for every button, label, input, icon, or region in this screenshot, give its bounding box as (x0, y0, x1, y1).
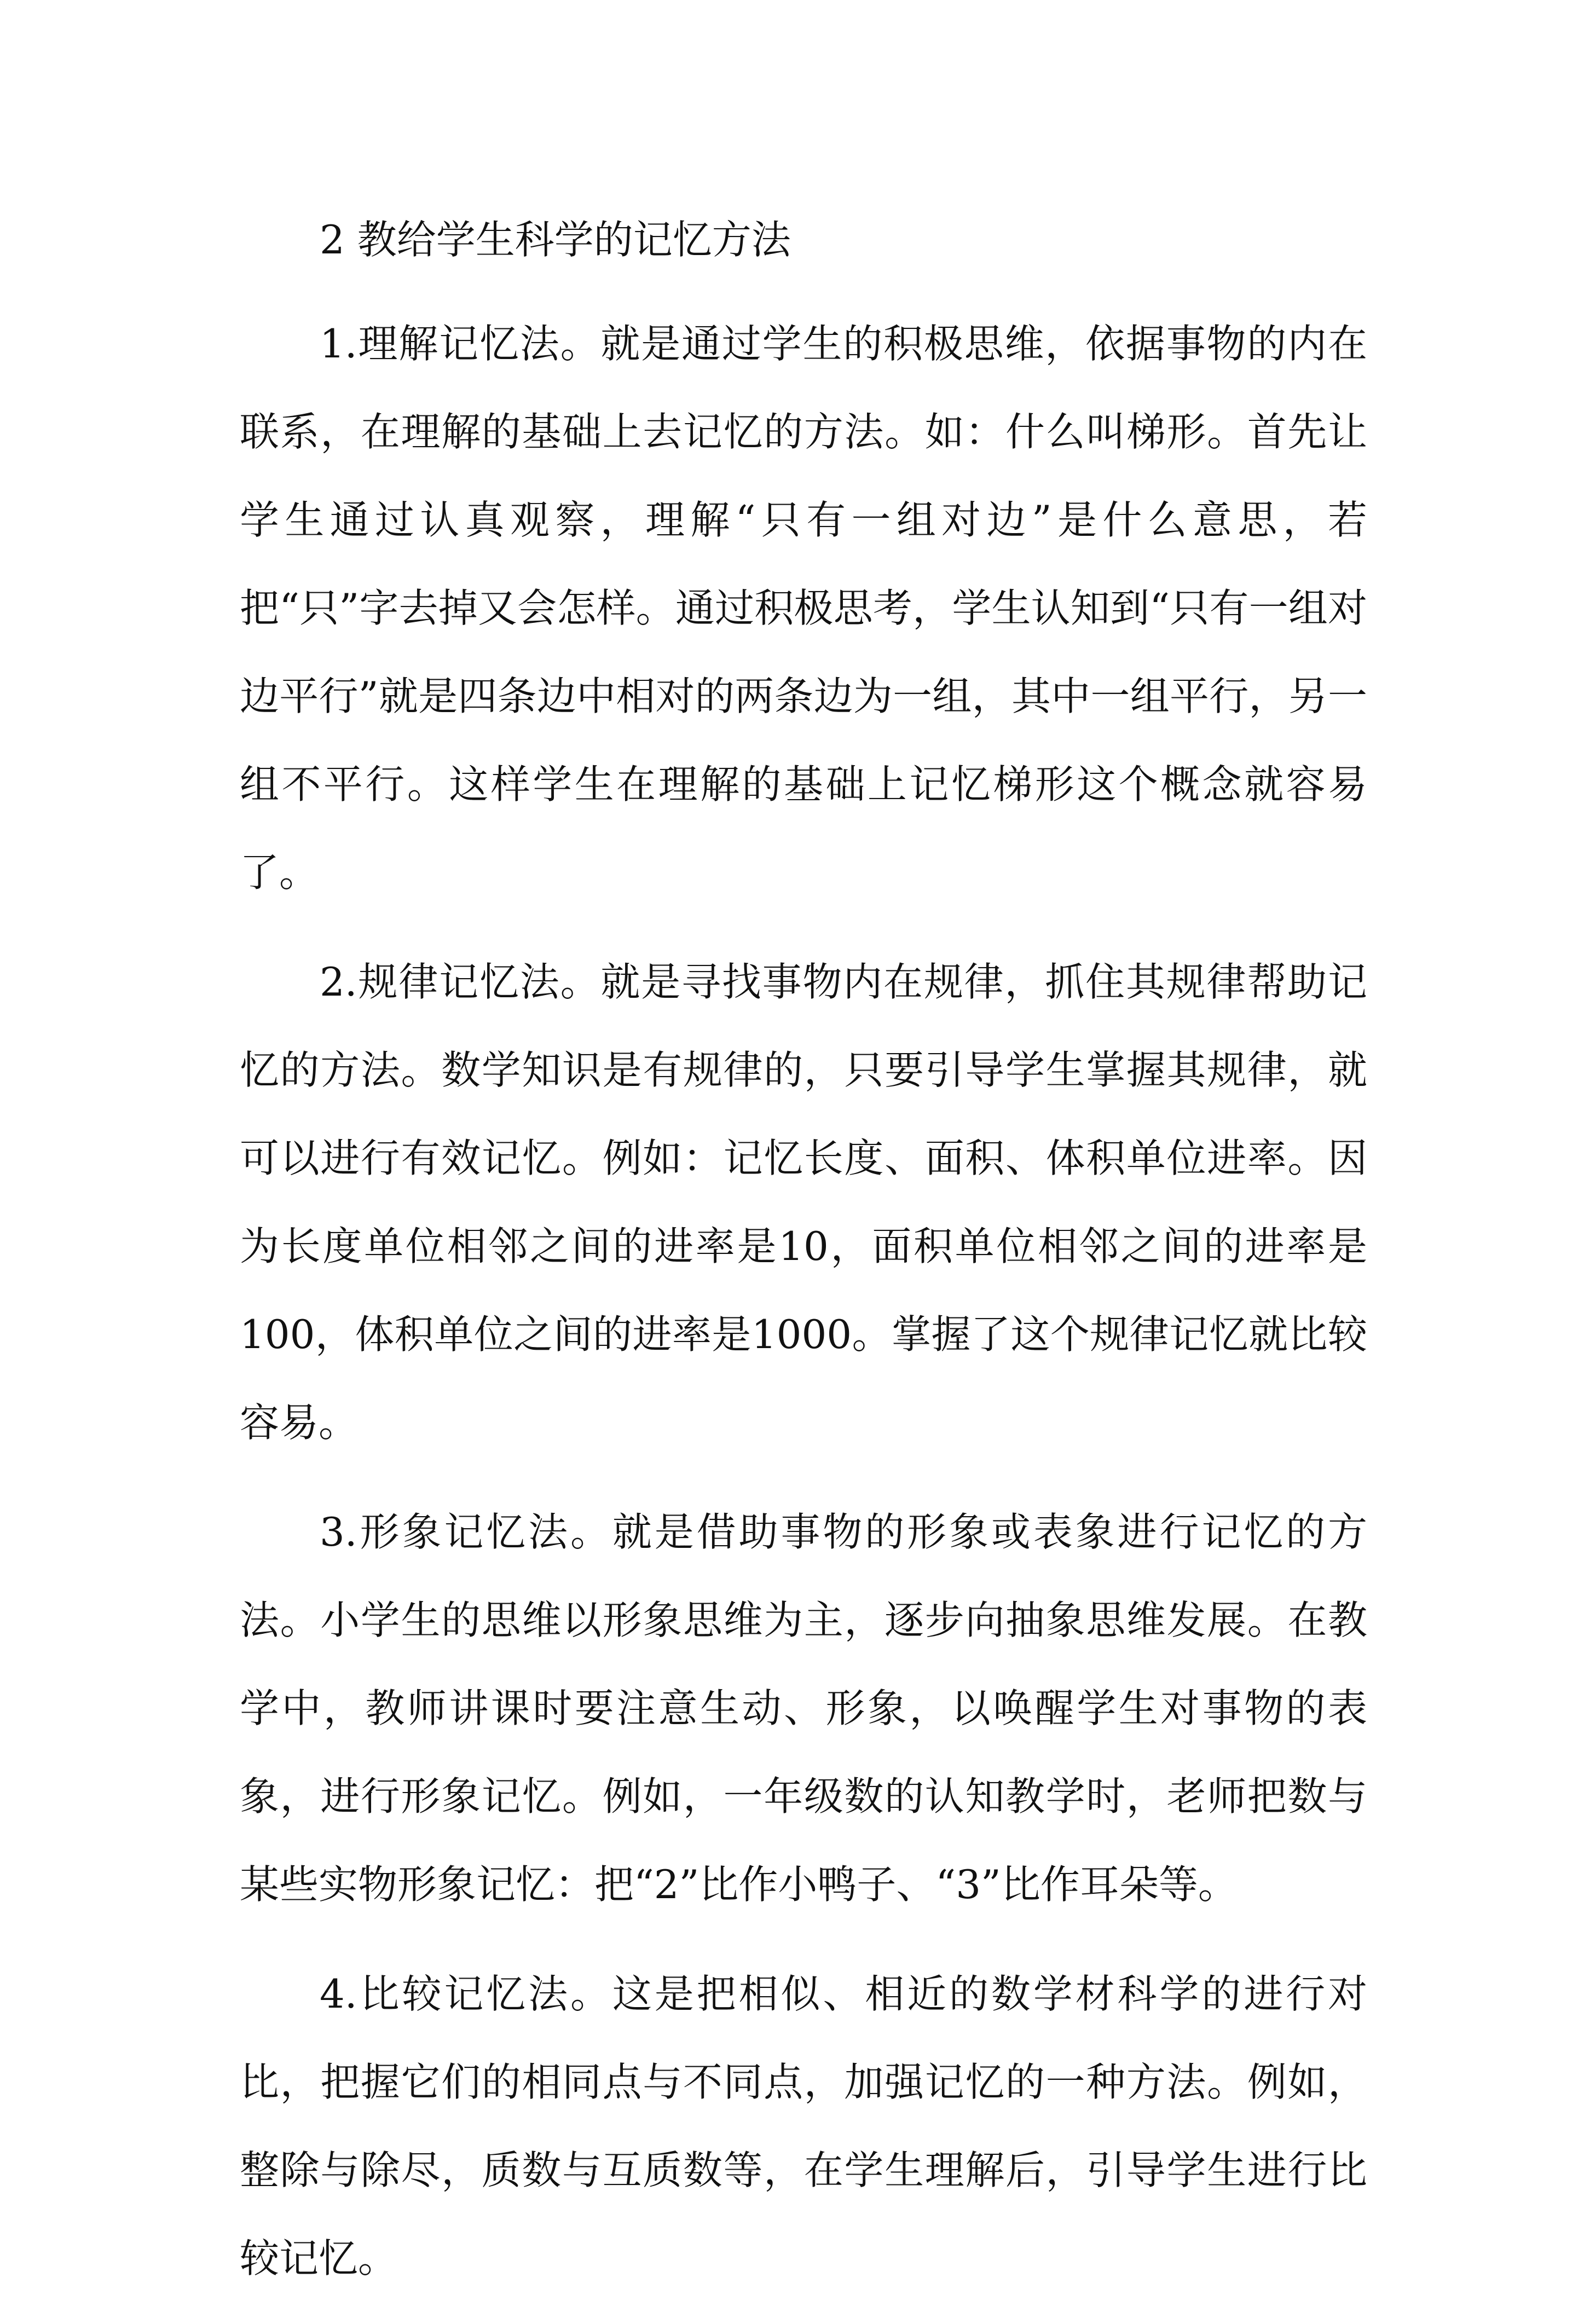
paragraph-understanding-memory: 1.理解记忆法。就是通过学生的积极思维，依据事物的内在联系，在理解的基础上去记忆的方法。如：什么叫梯形。首先让学生通过认真观察，理解“只有一组对边”是什么意思，若把“只”字去掉又会怎样。通过积极思考，学生认知到“只有一组对边平行”就是四条边中相对的两条边为一组，其中一组平行，另一组不平行。这样学生在理解的基础上记忆梯形这个概念就容易了。 (240, 321, 1367, 895)
paragraph-comparison-memory: 4.比较记忆法。这是把相似、相近的数学材科学的进行对比，把握它们的相同点与不同点，加强记忆的一种方法。例如，整除与除尽，质数与互质数等，在学生理解后，引导学生进行比较记忆。 (240, 1971, 1367, 2281)
paragraph-image-memory: 3.形象记忆法。就是借助事物的形象或表象进行记忆的方法。小学生的思维以形象思维为主，逐步向抽象思维发展。在教学中，教师讲课时要注意生动、形象，以唤醒学生对事物的表象，进行形象记忆。例如，一年级数的认知教学时，老师把数与某些实物形象记忆：把“2”比作小鸭子、“3”比作耳朵等。 (240, 1509, 1367, 1907)
section-heading: 2 教给学生科学的记忆方法 (320, 217, 791, 263)
document-body (240, 212, 1367, 2324)
paragraph-pattern-memory: 2.规律记忆法。就是寻找事物内在规律，抓住其规律帮助记忆的方法。数学知识是有规律的，只要引导学生掌握其规律，就可以进行有效记忆。例如：记忆长度、面积、体积单位进率。因为长度单位相邻之间的进率是10，面积单位相邻之间的进率是100，体积单位之间的进率是1000。掌握了这个规律记忆就比较容易。 (240, 959, 1367, 1446)
